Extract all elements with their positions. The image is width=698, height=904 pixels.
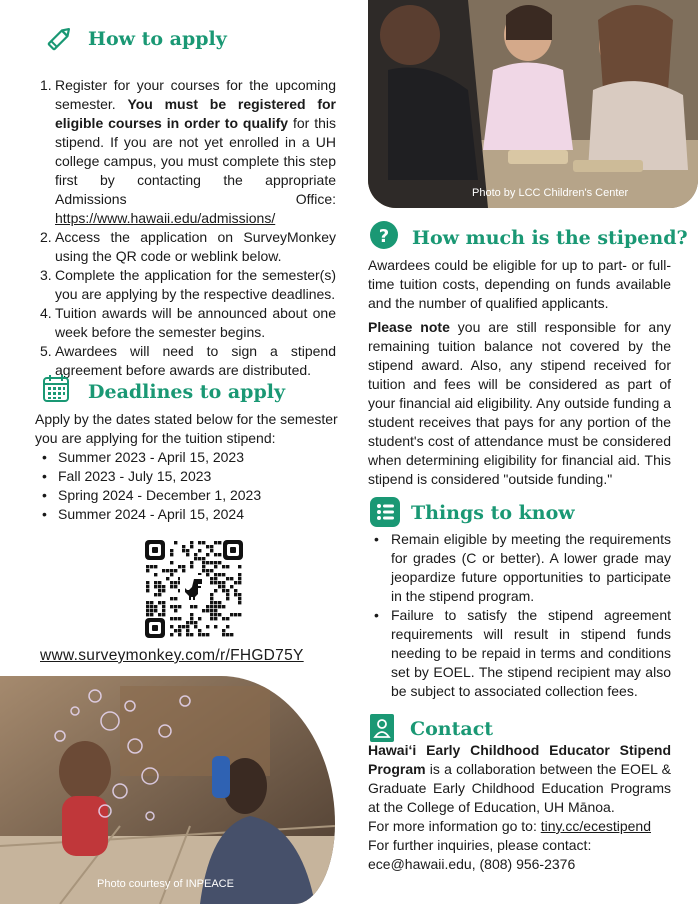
deadlines-intro: Apply by the dates stated below for the semester you are applying for the tuition stipend: [35, 411, 338, 446]
list-item: 4. Tuition awards will be announced about one week before the semester begins. [40, 305, 336, 340]
surveymonkey-link[interactable]: www.surveymonkey.com/r/FHGD75Y [40, 647, 304, 664]
svg-text:?: ? [378, 226, 390, 247]
things-to-know-list [374, 530, 671, 701]
contact-block: Hawai‘i Early Childhood Educator Stipend Program is a collaboration between the EOEL & Graduate Early Childhood Education Programs at the College of Education, UH Mānoa. For more information go to: tiny.cc/ecestipend For further inquiries, please contact: ece@hawaii.edu, (808) 956-2376 [368, 742, 671, 872]
ecestipend-link[interactable]: tiny.cc/ecestipend [540, 818, 651, 834]
question-icon [370, 221, 398, 249]
children-photo [368, 0, 698, 208]
contact-details: ece@hawaii.edu, (808) 956-2376 [368, 856, 576, 872]
stipend-paragraph-1: Awardees could be eligible for up to part- or full-time tuition costs, depending on funds available and the number of qualified applicants. [368, 257, 671, 311]
admissions-link[interactable]: https://www.hawaii.edu/admissions/ [55, 210, 276, 226]
list-item: 1. Register for your courses for the upcoming semester. You must be registered for eligible courses in order to qualify for this stipend. If you are not yet enrolled in a UH college campus, you must complete this step first by contacting the appropriate Admissions Office: https://www.hawaii.edu/admissions/ [40, 77, 337, 226]
stipend-heading: How much is the stipend? [412, 227, 688, 249]
deadline-dates-list [42, 448, 261, 524]
dinosaur-icon [180, 575, 206, 601]
list-icon [370, 497, 400, 527]
stipend-paragraph-2: Please note you are still responsible for any remaining tuition balance not covered by the stipend award. Also, any stipend received for tuition and fees will be considered as part of your financial aid eligibility. Any outside funding a student receives that pays for any portion of the student's cost of attendance must be considered when determining eligibility for financial aid. This stipend is considered "outside funding." [368, 319, 671, 487]
list-item: • Summer 2024 - April 15, 2024 [42, 506, 244, 522]
list-item: • Failure to satisfy the stipend agreement requirements will result in stipend funds needing to be repaid in terms and conditions set by EOEL. The stipend recipient may also be subject to associated collection fees. [374, 607, 671, 699]
bubbles-photo [0, 676, 335, 904]
list-item: 2. Access the application on SurveyMonkey using the QR code or weblink below. [40, 229, 336, 264]
pencil-icon [44, 24, 74, 54]
list-item: • Spring 2024 - December 1, 2023 [42, 487, 262, 503]
list-item: • Fall 2023 - July 15, 2023 [42, 468, 212, 484]
contact-icon [370, 714, 394, 742]
contact-heading: Contact [410, 718, 494, 740]
calendar-icon [42, 373, 70, 403]
list-item: • Summer 2023 - April 15, 2023 [42, 449, 244, 465]
how-to-apply-heading: How to apply [88, 28, 227, 50]
bubbles-photo-caption: Photo courtesy of INPEACE [97, 878, 234, 890]
children-photo-caption: Photo by LCC Children's Center [472, 187, 629, 199]
list-item: • Remain eligible by meeting the requirements for grades (C or better). A lower grade may jeopardize future opportunities to participate in the stipend program. [374, 531, 671, 604]
qr-code[interactable] [145, 540, 243, 638]
list-item: 5. Awardees will need to sign a stipend agreement before awards are distributed. [40, 343, 336, 378]
list-item: 3. Complete the application for the semester(s) you are applying by the respective deadlines. [40, 267, 336, 302]
deadlines-heading: Deadlines to apply [88, 381, 286, 403]
things-to-know-heading: Things to know [411, 502, 575, 524]
application-steps-list [40, 76, 336, 380]
